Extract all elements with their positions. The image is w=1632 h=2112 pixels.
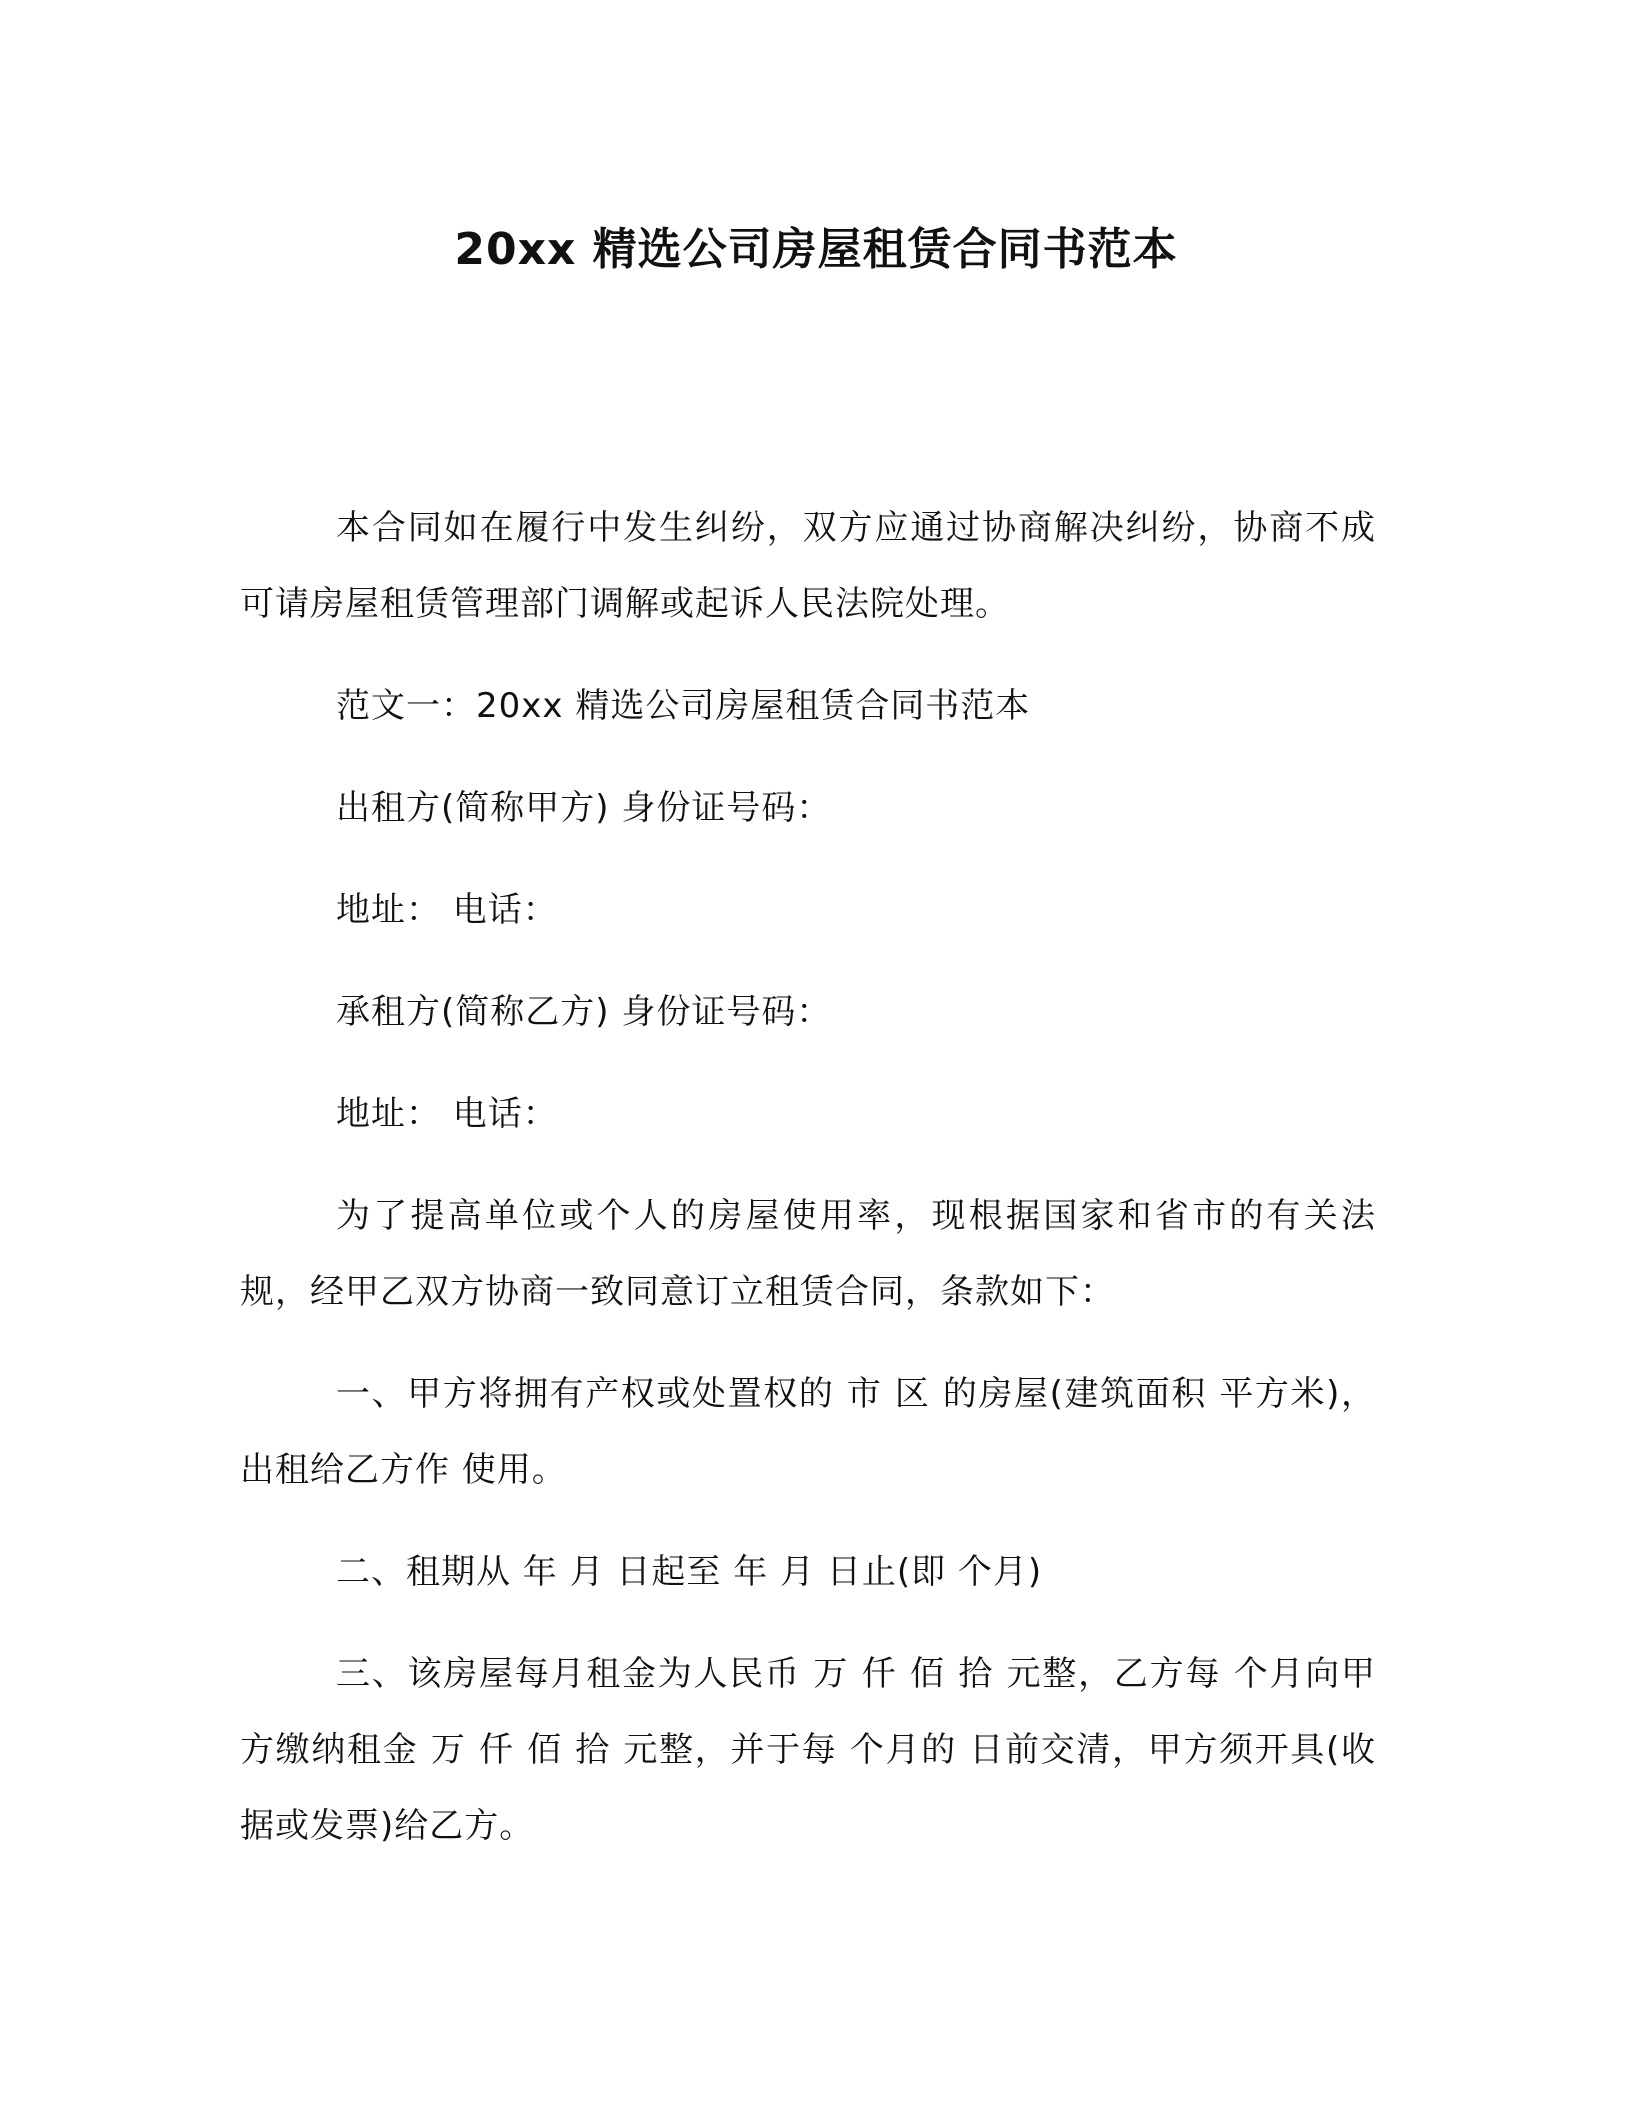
document-body bbox=[240, 490, 1376, 1890]
paragraph-dispute-resolution: 本合同如在履行中发生纠纷，双方应通过协商解决纠纷，协商不成可请房屋租赁管理部门调解或起诉人民法院处理。 bbox=[240, 508, 1376, 624]
paragraph-lessor-address-phone: 地址： 电话： bbox=[336, 890, 558, 930]
paragraph-lessee-address-phone: 地址： 电话： bbox=[336, 1094, 558, 1134]
paragraph-lessee-id: 承租方(简称乙方) 身份证号码： bbox=[336, 992, 832, 1032]
document-title: 20xx 精选公司房屋租赁合同书范本 bbox=[454, 224, 1178, 275]
paragraph-purpose: 为了提高单位或个人的房屋使用率，现根据国家和省市的有关法规，经甲乙双方协商一致同意订立租赁合同，条款如下： bbox=[240, 1196, 1376, 1312]
paragraph-lessor-id: 出租方(简称甲方) 身份证号码： bbox=[336, 788, 832, 828]
paragraph-sample-heading: 范文一：20xx 精选公司房屋租赁合同书范本 bbox=[336, 686, 1031, 726]
paragraph-clause-1: 一、甲方将拥有产权或处置权的 市 区 的房屋(建筑面积 平方米)，出租给乙方作 使用。 bbox=[240, 1374, 1376, 1490]
paragraph-clause-3: 三、该房屋每月租金为人民币 万 仟 佰 拾 元整，乙方每 个月向甲方缴纳租金 万 仟 佰 拾 元整，并于每 个月的 日前交清，甲方须开具(收据或发票)给乙方。 bbox=[240, 1654, 1376, 1846]
paragraph-clause-2: 二、租期从 年 月 日起至 年 月 日止(即 个月) bbox=[336, 1552, 1043, 1592]
